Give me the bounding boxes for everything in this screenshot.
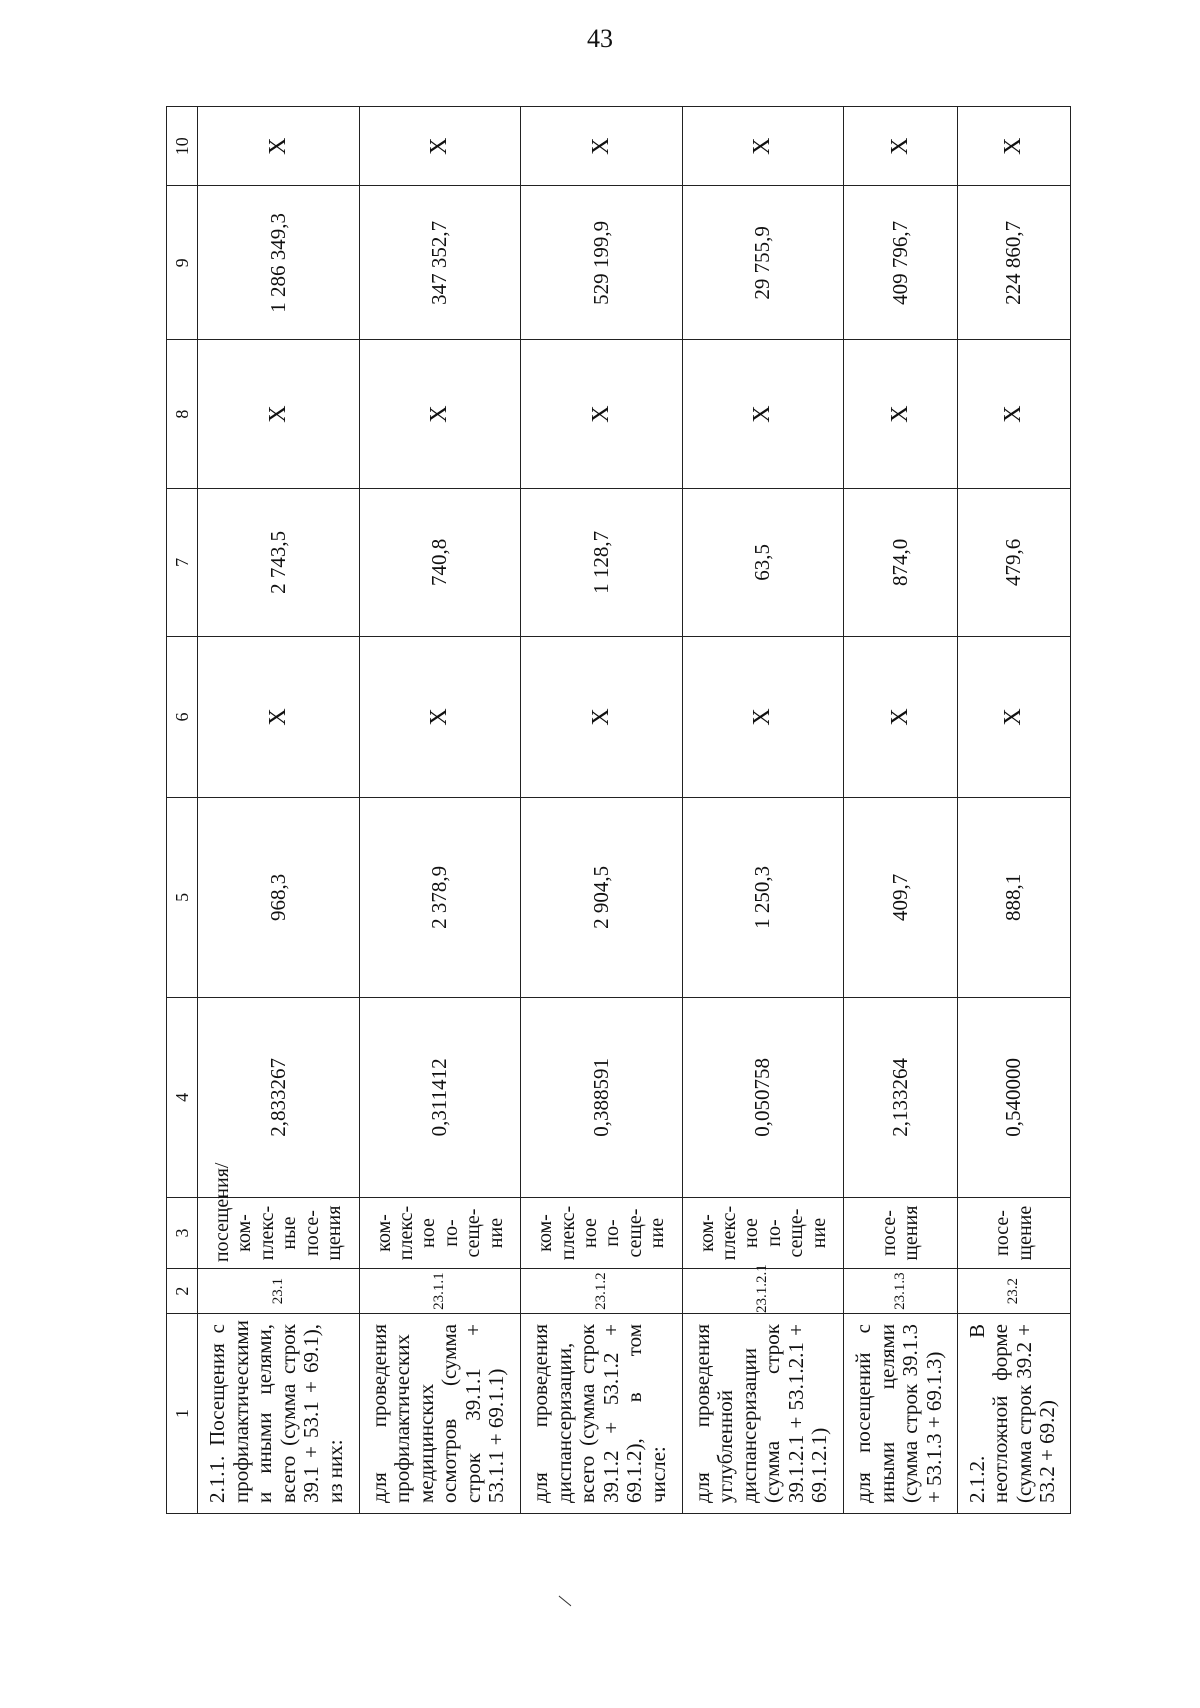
- column-number-row: [167, 107, 198, 1514]
- value-cell: 740,8: [359, 488, 521, 636]
- value-cell: 224 860,7: [957, 186, 1070, 340]
- row-code: 23.1.3: [844, 1269, 957, 1314]
- column-number: 3: [167, 1197, 198, 1268]
- unit-cell: посещения/ком-плекс-ные посе-щения: [198, 1197, 360, 1268]
- column-number: 1: [167, 1314, 198, 1514]
- column-number: 5: [167, 797, 198, 997]
- table-row: [682, 107, 844, 1514]
- x-mark-cell: Х: [957, 636, 1070, 797]
- value-cell: 529 199,9: [521, 186, 683, 340]
- row-description: для проведения диспансеризации, всего (сумма строк 39.1.2 + 53.1.2 + 69.1.2), в том числе:: [521, 1314, 683, 1514]
- unit-cell: ком-плекс-ное по-сеще-ние: [682, 1197, 844, 1268]
- column-number: 2: [167, 1269, 198, 1314]
- column-number: 9: [167, 186, 198, 340]
- column-number: 8: [167, 340, 198, 488]
- x-mark-cell: Х: [957, 340, 1070, 488]
- value-cell: 0,311412: [359, 997, 521, 1197]
- value-cell: 479,6: [957, 488, 1070, 636]
- unit-cell: посе-щение: [957, 1197, 1070, 1268]
- column-number: 6: [167, 636, 198, 797]
- x-mark-cell: Х: [198, 107, 360, 186]
- value-cell: 0,050758: [682, 997, 844, 1197]
- x-mark-cell: Х: [359, 340, 521, 488]
- value-cell: 2,133264: [844, 997, 957, 1197]
- x-mark-cell: Х: [844, 636, 957, 797]
- column-number: 7: [167, 488, 198, 636]
- x-mark-cell: Х: [957, 107, 1070, 186]
- table-row: [359, 107, 521, 1514]
- x-mark-cell: Х: [198, 340, 360, 488]
- table-row: [521, 107, 683, 1514]
- column-number: 10: [167, 107, 198, 186]
- row-description: для проведения углубленной диспансеризации (сумма строк 39.1.2.1 + 53.1.2.1 + 69.1.2.1): [682, 1314, 844, 1514]
- table-row: [844, 107, 957, 1514]
- value-cell: 29 755,9: [682, 186, 844, 340]
- unit-cell: ком-плекс-ное по-сеще-ние: [521, 1197, 683, 1268]
- row-description: для посещений с иными целями (сумма строк 39.1.3 + 53.1.3 + 69.1.3): [844, 1314, 957, 1514]
- value-cell: 2,833267: [198, 997, 360, 1197]
- value-cell: 409,7: [844, 797, 957, 997]
- table-row: [198, 107, 360, 1514]
- page-number: 43: [587, 24, 613, 53]
- value-cell: 2 904,5: [521, 797, 683, 997]
- row-code: 23.1.2: [521, 1269, 683, 1314]
- value-cell: 347 352,7: [359, 186, 521, 340]
- row-description: 2.1.2. В неотложной форме (сумма строк 39.2 + 53.2 + 69.2): [957, 1314, 1070, 1514]
- value-cell: 2 743,5: [198, 488, 360, 636]
- row-code: 23.1: [198, 1269, 360, 1314]
- x-mark-cell: Х: [844, 340, 957, 488]
- value-cell: 888,1: [957, 797, 1070, 997]
- x-mark-cell: Х: [359, 636, 521, 797]
- x-mark-cell: Х: [521, 340, 683, 488]
- row-description: для проведения профилактических медицинских осмотров (сумма строк 39.1.1 + 53.1.1 + 69.1.1): [359, 1314, 521, 1514]
- rotated-table-container: [166, 106, 1071, 1514]
- x-mark-cell: Х: [682, 340, 844, 488]
- column-number: 4: [167, 997, 198, 1197]
- value-cell: 409 796,7: [844, 186, 957, 340]
- row-description: 2.1.1. Посещения с профилактическими и иными целями, всего (сумма строк 39.1 + 53.1 + 69.1), из них:: [198, 1314, 360, 1514]
- value-cell: 0,540000: [957, 997, 1070, 1197]
- x-mark-cell: Х: [682, 636, 844, 797]
- value-cell: 874,0: [844, 488, 957, 636]
- x-mark-cell: Х: [521, 107, 683, 186]
- unit-cell: посе-щения: [844, 1197, 957, 1268]
- value-cell: 1 250,3: [682, 797, 844, 997]
- value-cell: 1 286 349,3: [198, 186, 360, 340]
- table-row: [957, 107, 1070, 1514]
- x-mark-cell: Х: [682, 107, 844, 186]
- unit-cell: ком-плекс-ное по-сеще-ние: [359, 1197, 521, 1268]
- x-mark-cell: Х: [198, 636, 360, 797]
- row-code: 23.2: [957, 1269, 1070, 1314]
- row-code: 23.1.1: [359, 1269, 521, 1314]
- x-mark-cell: Х: [844, 107, 957, 186]
- row-code: 23.1.2.1: [682, 1269, 844, 1314]
- value-cell: 1 128,7: [521, 488, 683, 636]
- data-table: [166, 106, 1071, 1514]
- value-cell: 968,3: [198, 797, 360, 997]
- value-cell: 2 378,9: [359, 797, 521, 997]
- x-mark-cell: Х: [359, 107, 521, 186]
- value-cell: 63,5: [682, 488, 844, 636]
- x-mark-cell: Х: [521, 636, 683, 797]
- value-cell: 0,388591: [521, 997, 683, 1197]
- scan-artifact-mark: /: [551, 1593, 578, 1608]
